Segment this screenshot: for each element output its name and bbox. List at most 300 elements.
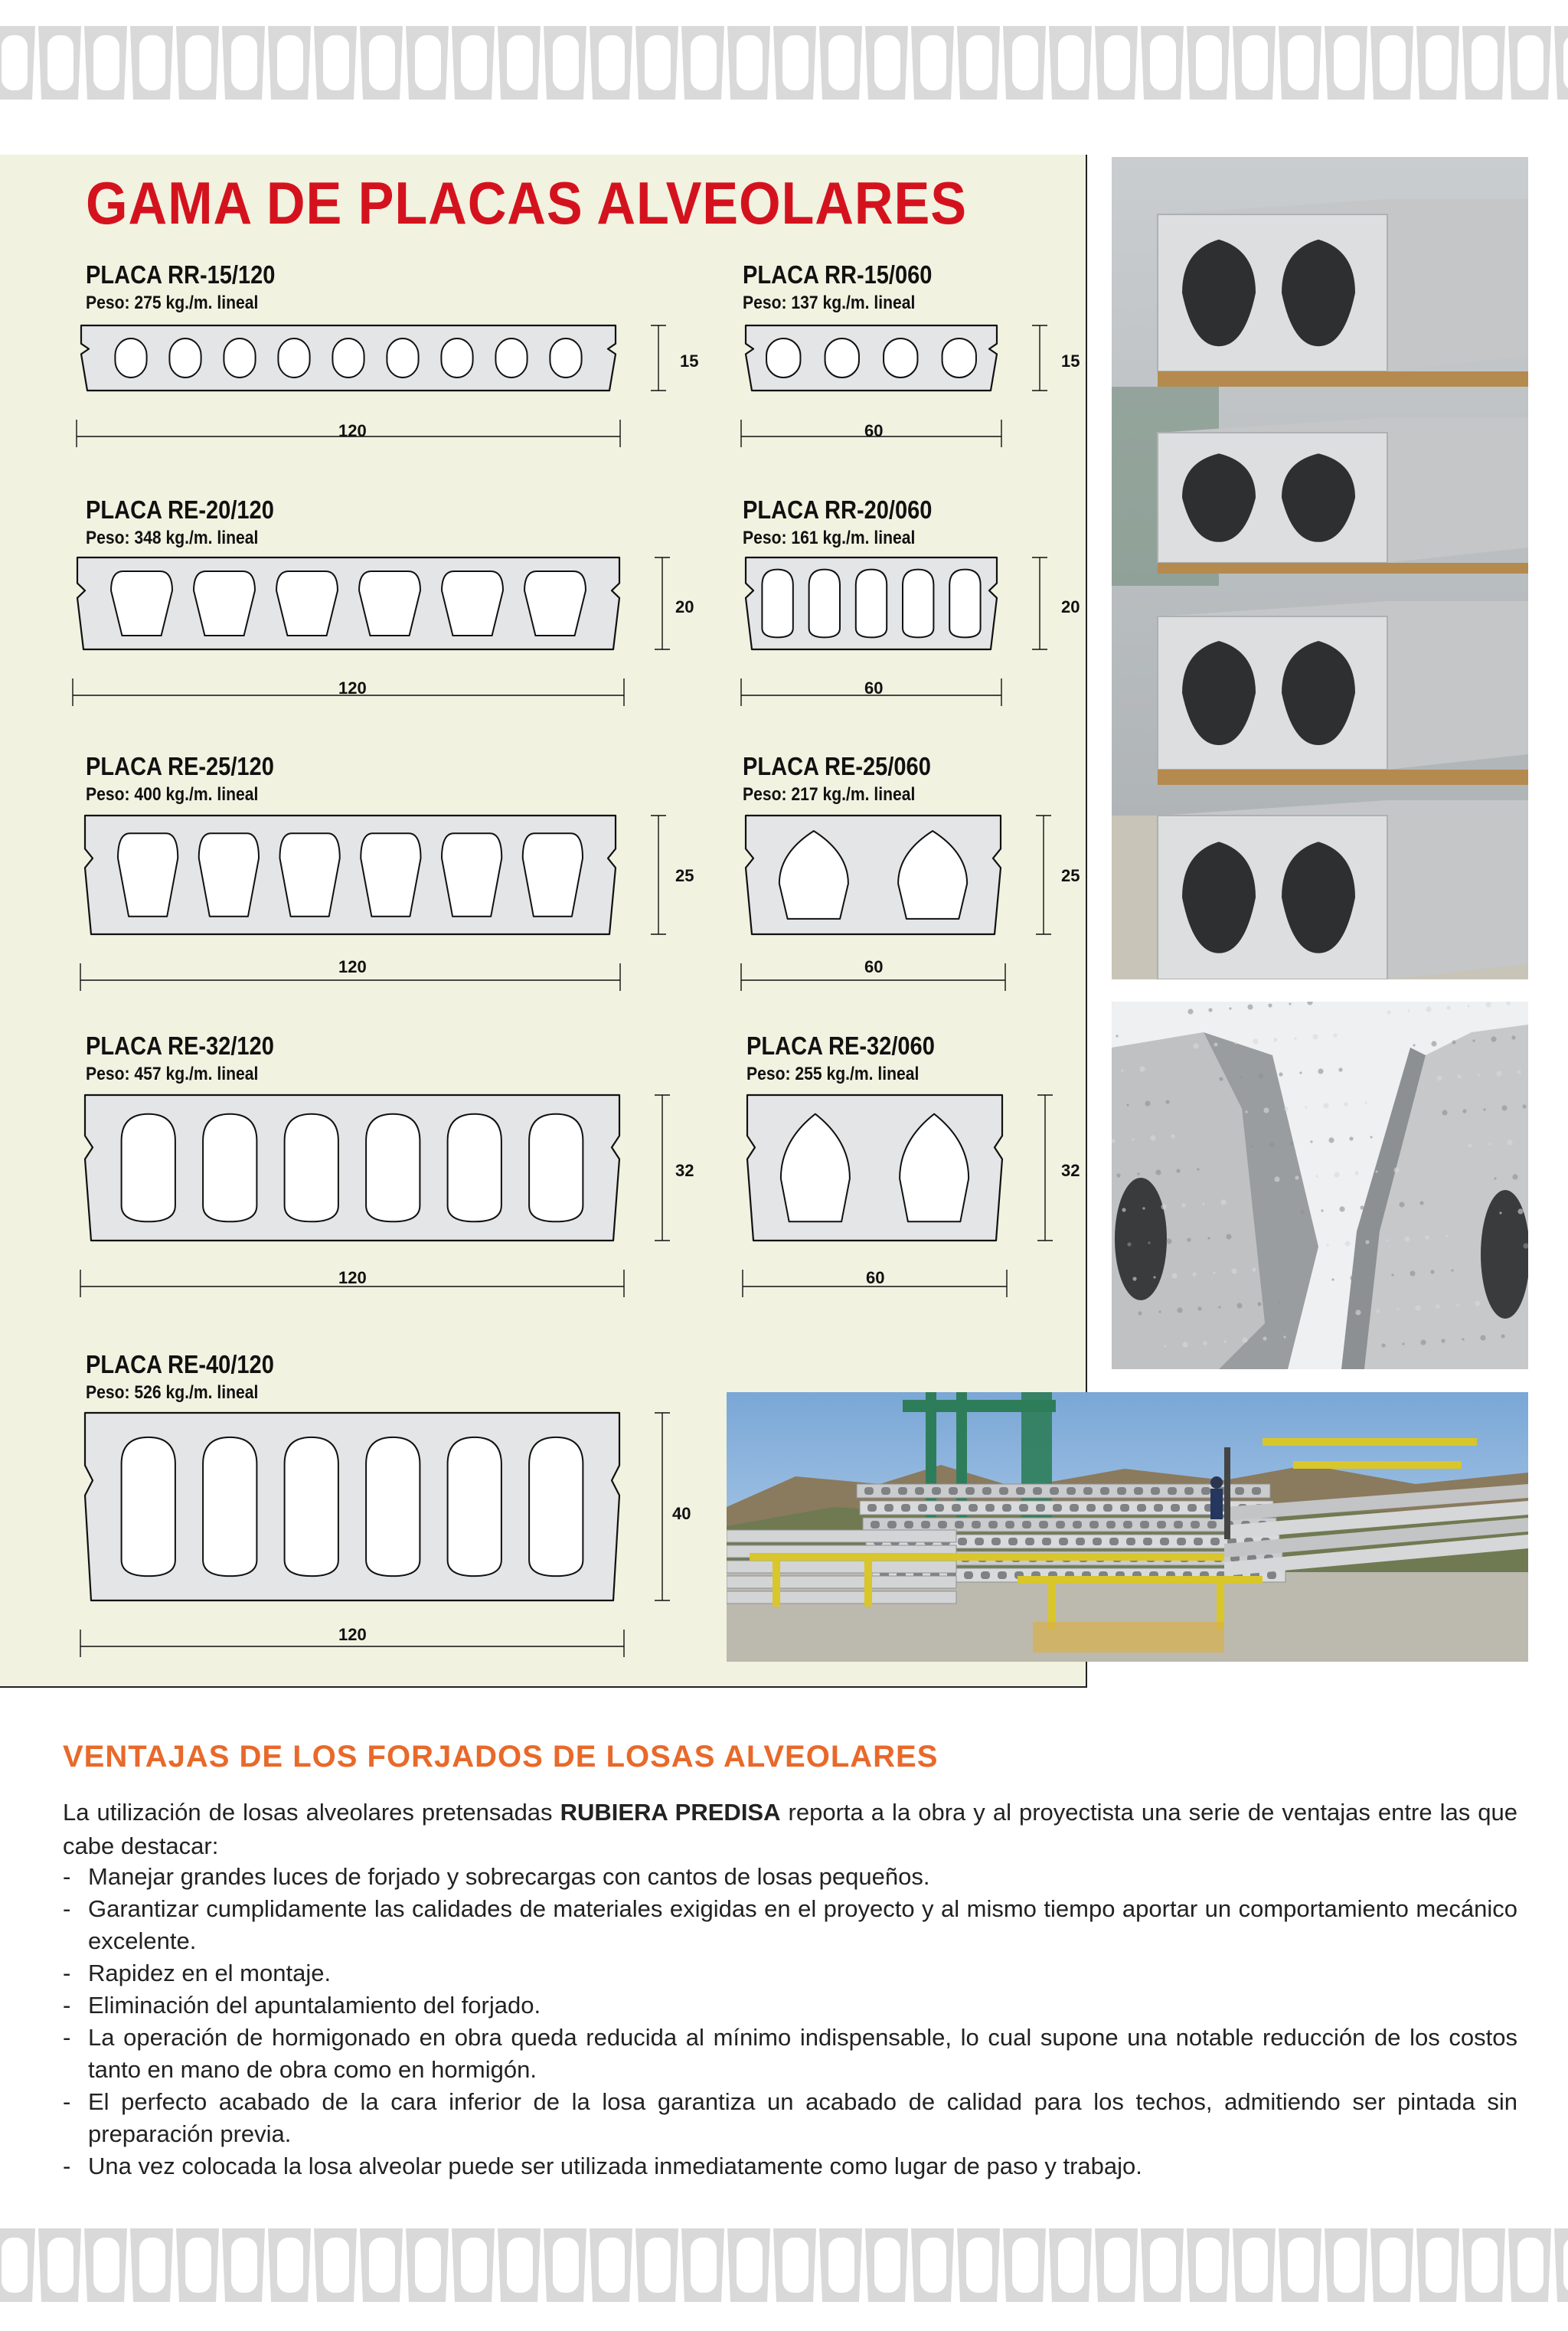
slab-end-core — [1157, 1521, 1166, 1528]
band-hollow-core — [553, 2238, 579, 2293]
concrete-texture-dot — [1315, 1175, 1318, 1177]
concrete-texture-dot — [1386, 1239, 1388, 1241]
height-dimension-label: 15 — [1061, 351, 1080, 371]
concrete-texture-dot — [1223, 1340, 1226, 1342]
band-hollow-core — [1288, 35, 1314, 90]
band-hollow-core — [323, 35, 349, 90]
concrete-texture-dot — [1436, 1304, 1439, 1308]
width-dimension-label: 120 — [338, 421, 367, 440]
concrete-texture-dot — [1364, 1101, 1367, 1103]
concrete-texture-dot — [1360, 1205, 1364, 1209]
concrete-texture-dot — [1127, 1242, 1131, 1246]
concrete-texture-dot — [1494, 1177, 1496, 1179]
band-hollow-core — [691, 35, 717, 90]
concrete-texture-dot — [1375, 1170, 1377, 1172]
height-dimension-label: 40 — [672, 1504, 691, 1523]
width-dimension-label: 120 — [338, 1625, 367, 1644]
band-hollow-core — [782, 2238, 808, 2293]
width-dimension-label: 60 — [864, 421, 884, 440]
concrete-texture-dot — [1220, 1199, 1226, 1205]
plate-weight: Peso: 348 kg./m. lineal — [86, 528, 259, 548]
slab-end-core — [871, 1521, 880, 1528]
band-hollow-core — [2, 2238, 28, 2293]
band-hollow-core — [139, 2238, 165, 2293]
height-dimension-label: 20 — [1061, 597, 1080, 616]
band-hollow-core — [737, 35, 763, 90]
concrete-texture-dot — [1116, 1173, 1120, 1177]
plate-name: PLACA RR-20/060 — [743, 495, 933, 524]
slab-end-core — [964, 1571, 973, 1579]
concrete-texture-dot — [1344, 1241, 1350, 1246]
band-hollow-core — [1517, 35, 1544, 90]
concrete-texture-dot — [1161, 1204, 1166, 1209]
slab-end-core — [958, 1538, 967, 1545]
slab-end-core — [991, 1538, 1001, 1545]
band-hollow-core — [1563, 2238, 1568, 2293]
band-hollow-core — [277, 35, 303, 90]
slab-end-core — [955, 1521, 964, 1528]
concrete-texture-dot — [1245, 1110, 1247, 1113]
concrete-texture-dot — [1425, 1235, 1429, 1239]
slab-end-core — [1201, 1487, 1210, 1495]
band-hollow-core — [1380, 2238, 1406, 2293]
concrete-texture-dot — [1300, 1210, 1304, 1214]
height-dimension-label: 25 — [1061, 866, 1080, 885]
slab-end-core — [1089, 1521, 1099, 1528]
band-hollow-core — [415, 35, 441, 90]
concrete-texture-dot — [1391, 1273, 1393, 1276]
concrete-texture-dot — [1253, 1038, 1258, 1044]
concrete-texture-dot — [1182, 1342, 1187, 1347]
concrete-texture-dot — [1312, 1034, 1318, 1039]
slab-end-core — [881, 1487, 890, 1495]
slab-end-core — [1067, 1487, 1076, 1495]
concrete-texture-dot — [1419, 1201, 1423, 1205]
slab-end-core — [1191, 1521, 1200, 1528]
concrete-texture-dot — [1289, 1002, 1291, 1005]
slab-end-core — [981, 1571, 990, 1579]
band-hollow-core — [645, 35, 671, 90]
plate-weight: Peso: 400 kg./m. lineal — [86, 784, 259, 805]
slab-end-core — [1168, 1487, 1177, 1495]
advantages-intro — [63, 1796, 1517, 1863]
concrete-texture-dot — [1472, 1039, 1475, 1041]
list-item: - Una vez colocada la losa alveolar puede ser utilizada inmediatamente como lugar de paso y trabajo. — [63, 2153, 1142, 2179]
plate-weight: Peso: 275 kg./m. lineal — [86, 293, 259, 313]
slab-yard-photo — [727, 1392, 1528, 1662]
plate-name: PLACA RE-40/120 — [86, 1350, 274, 1378]
concrete-texture-dot — [1229, 1007, 1231, 1009]
plate-name: PLACA RE-25/120 — [86, 752, 274, 780]
concrete-texture-dot — [1344, 1102, 1348, 1106]
brand-name: RUBIERA PREDISA — [560, 1799, 781, 1826]
slab-end-core — [1126, 1538, 1135, 1545]
slab-end-core — [1005, 1521, 1014, 1528]
slab-end-core — [1073, 1521, 1082, 1528]
concrete-texture-dot — [1468, 1143, 1472, 1147]
band-hollow-core — [93, 35, 119, 90]
concrete-texture-dot — [1263, 1336, 1266, 1340]
slab-end-core — [884, 1504, 893, 1512]
band-hollow-core — [1334, 35, 1360, 90]
band-hollow-core — [1104, 35, 1130, 90]
slab-end-core — [1109, 1538, 1119, 1545]
band-hollow-core — [1196, 35, 1222, 90]
stacked-slabs-photo — [1112, 157, 1528, 979]
wooden-spacer — [1158, 371, 1528, 387]
concrete-texture-dot — [1410, 1270, 1415, 1276]
concrete-texture-dot — [1181, 1203, 1185, 1207]
concrete-texture-dot — [1404, 1236, 1410, 1241]
concrete-texture-dot — [1214, 1042, 1217, 1046]
concrete-texture-dot — [1399, 1201, 1404, 1207]
band-hollow-core — [369, 35, 395, 90]
stacked-slab-row — [727, 1576, 956, 1588]
concrete-texture-dot — [1333, 1033, 1337, 1037]
slab-end-core — [969, 1504, 978, 1512]
slab-end-core — [1093, 1538, 1102, 1545]
concrete-texture-dot — [1234, 1041, 1236, 1044]
list-item-text: Eliminación del apuntalamiento del forjado. — [88, 1992, 541, 2019]
plate-name: PLACA RE-32/060 — [746, 1031, 935, 1060]
concrete-texture-dot — [1294, 1037, 1296, 1039]
slab-end-core — [1039, 1521, 1048, 1528]
plate-weight: Peso: 161 kg./m. lineal — [743, 528, 916, 548]
slab-end-core — [952, 1504, 961, 1512]
band-hollow-core — [966, 2238, 992, 2293]
width-dimension-label: 120 — [338, 678, 367, 698]
concrete-texture-dot — [1501, 1105, 1507, 1110]
list-item: - Manejar grandes luces de forjado y sobrecargas con cantos de losas pequeños. — [63, 1863, 930, 1890]
concrete-texture-dot — [1413, 1044, 1415, 1046]
concrete-texture-dot — [1488, 1143, 1491, 1145]
height-dimension-label: 15 — [680, 351, 699, 371]
concrete-texture-dot — [1193, 1043, 1198, 1048]
slab-end-core — [1076, 1538, 1085, 1545]
concrete-texture-dot — [1334, 1172, 1339, 1177]
slab-end-core — [1235, 1487, 1244, 1495]
concrete-texture-dot — [1402, 1342, 1404, 1345]
width-dimension-label: 120 — [338, 1268, 367, 1287]
concrete-texture-dot — [1420, 1339, 1426, 1345]
concrete-texture-dot — [1252, 1267, 1256, 1271]
concrete-texture-dot — [1305, 1106, 1307, 1108]
slab-end-core — [1171, 1504, 1180, 1512]
band-hollow-core — [920, 35, 946, 90]
plate-weight: Peso: 526 kg./m. lineal — [86, 1382, 259, 1403]
concrete-texture-dot — [1517, 1208, 1523, 1214]
band-hollow-core — [1472, 35, 1498, 90]
slab-end-core — [975, 1538, 984, 1545]
concrete-texture-dot — [1138, 1311, 1142, 1315]
slab-end-core — [1036, 1504, 1045, 1512]
concrete-texture-dot — [1415, 1305, 1420, 1310]
concrete-texture-dot — [1485, 1002, 1491, 1007]
concrete-texture-dot — [1207, 1237, 1210, 1239]
concrete-texture-dot — [1177, 1307, 1182, 1313]
concrete-texture-dot — [1512, 1174, 1517, 1179]
plate-weight: Peso: 217 kg./m. lineal — [743, 784, 916, 805]
concrete-texture-dot — [1499, 1211, 1501, 1214]
concrete-texture-dot — [1501, 1334, 1504, 1338]
band-hollow-core — [415, 2238, 441, 2293]
decorative-slab-band-bottom — [0, 2212, 1568, 2319]
concrete-texture-dot — [1145, 1100, 1150, 1106]
concrete-texture-dot — [1321, 1209, 1323, 1211]
concrete-texture-dot — [1202, 1202, 1204, 1205]
slab-end-core — [1025, 1538, 1034, 1545]
concrete-texture-dot — [1491, 1036, 1496, 1041]
slab-end-core — [1106, 1521, 1116, 1528]
slab-end-core — [1137, 1504, 1146, 1512]
band-hollow-core — [1288, 2238, 1314, 2293]
slab-end-core — [918, 1504, 927, 1512]
band-hollow-core — [1563, 35, 1568, 90]
concrete-texture-dot — [1213, 1271, 1215, 1273]
band-hollow-core — [507, 35, 533, 90]
slab-end-core — [1267, 1571, 1276, 1579]
concrete-texture-dot — [1339, 1206, 1344, 1211]
slab-end-core — [921, 1521, 930, 1528]
concrete-texture-dot — [1522, 1104, 1526, 1108]
concrete-texture-dot — [1496, 1071, 1501, 1076]
concrete-texture-dot — [1478, 1074, 1480, 1076]
concrete-texture-dot — [1456, 1303, 1459, 1306]
slab-end-core — [982, 1487, 991, 1495]
slab-end-core — [915, 1487, 924, 1495]
slab-end-core — [1184, 1487, 1194, 1495]
concrete-texture-dot — [1278, 1301, 1280, 1303]
band-hollow-core — [645, 2238, 671, 2293]
width-dimension-label: 120 — [338, 957, 367, 976]
band-hollow-core — [828, 2238, 854, 2293]
stacked-slab-row — [727, 1530, 956, 1542]
slab-end-core — [1143, 1538, 1152, 1545]
concrete-texture-dot — [1284, 1107, 1288, 1110]
concrete-texture-dot — [1274, 1176, 1279, 1182]
concrete-texture-dot — [1126, 1103, 1129, 1106]
slab-end-core — [1154, 1504, 1163, 1512]
concrete-texture-dot — [1381, 1343, 1385, 1347]
concrete-texture-dot — [1295, 1175, 1298, 1179]
band-hollow-core — [1058, 35, 1084, 90]
concrete-texture-dot — [1283, 1336, 1285, 1338]
slab-end-core — [1103, 1504, 1112, 1512]
slab-end-core — [1016, 1487, 1025, 1495]
concrete-texture-dot — [1148, 1241, 1150, 1244]
slab-end-core — [1056, 1521, 1065, 1528]
concrete-texture-dot — [1365, 1240, 1369, 1244]
concrete-texture-dot — [1407, 1009, 1410, 1012]
concrete-texture-dot — [1273, 1038, 1277, 1041]
concrete-texture-dot — [1153, 1276, 1155, 1278]
concrete-texture-dot — [1393, 1167, 1399, 1172]
concrete-texture-dot — [1171, 1134, 1174, 1138]
slab-end-core — [1177, 1538, 1186, 1545]
band-hollow-core — [47, 2238, 74, 2293]
stacked-slab-row — [727, 1561, 956, 1573]
concrete-texture-dot — [1467, 1005, 1469, 1007]
concrete-texture-dot — [1137, 1172, 1139, 1175]
concrete-texture-dot — [1507, 1139, 1512, 1145]
band-hollow-core — [1058, 2238, 1084, 2293]
plate-name: PLACA RR-15/120 — [86, 260, 276, 289]
concrete-texture-dot — [1289, 1141, 1293, 1145]
concrete-texture-dot — [1279, 1072, 1282, 1076]
concrete-texture-dot — [1197, 1168, 1199, 1170]
concrete-texture-dot — [1236, 1303, 1242, 1308]
concrete-texture-dot — [1446, 1005, 1450, 1009]
list-item-text: Rapidez en el montaje. — [88, 1960, 332, 1986]
band-hollow-core — [599, 35, 625, 90]
slab-end-core — [867, 1504, 877, 1512]
slab-end-core — [887, 1521, 897, 1528]
concrete-texture-dot — [1218, 1306, 1220, 1308]
band-hollow-core — [553, 35, 579, 90]
concrete-texture-dot — [1328, 1137, 1334, 1143]
height-dimension-label: 32 — [1061, 1161, 1080, 1180]
slab-end-core — [938, 1521, 947, 1528]
concrete-texture-dot — [1376, 1309, 1380, 1313]
band-hollow-core — [1426, 2238, 1452, 2293]
band-hollow-core — [1196, 2238, 1222, 2293]
concrete-texture-dot — [1257, 1302, 1261, 1306]
wooden-spacer — [1158, 563, 1528, 574]
concrete-texture-dot — [1158, 1310, 1161, 1313]
concrete-texture-dot — [1226, 1234, 1231, 1239]
slab-end-core — [988, 1521, 998, 1528]
concrete-texture-dot — [1431, 1041, 1436, 1046]
band-hollow-core — [782, 35, 808, 90]
concrete-texture-dot — [1142, 1207, 1145, 1209]
concrete-texture-dot — [1192, 1272, 1196, 1276]
concrete-texture-dot — [1354, 1171, 1358, 1175]
slab-end-core — [901, 1504, 910, 1512]
concrete-texture-dot — [1462, 1109, 1466, 1113]
wooden-spacer — [1158, 770, 1528, 785]
band-hollow-core — [1380, 35, 1406, 90]
band-hollow-core — [1472, 2238, 1498, 2293]
advantages-list — [63, 1861, 1517, 2182]
slab-end-core — [904, 1521, 913, 1528]
band-hollow-core — [231, 2238, 257, 2293]
concrete-texture-dot — [1475, 1300, 1480, 1306]
slab-end-core — [1187, 1504, 1197, 1512]
concrete-texture-dot — [1250, 1145, 1253, 1147]
band-hollow-core — [1150, 35, 1176, 90]
concrete-texture-dot — [1323, 1103, 1328, 1108]
slab-end-core — [1123, 1521, 1132, 1528]
plate-weight: Peso: 457 kg./m. lineal — [86, 1064, 259, 1084]
page-title: GAMA DE PLACAS ALVEOLARES — [86, 169, 967, 237]
list-item: - Garantizar cumplidamente las calidades de materiales exigidas en el proyecto y al mismo tiempo aportar un comportamiento mecánico excelente. — [63, 1895, 1517, 1954]
band-hollow-core — [461, 35, 487, 90]
concrete-texture-dot — [1380, 1205, 1383, 1207]
concrete-texture-dot — [1387, 1010, 1390, 1014]
band-hollow-core — [93, 2238, 119, 2293]
width-dimension-label: 60 — [866, 1268, 885, 1287]
width-dimension-label: 60 — [864, 678, 884, 698]
slab-end-core — [965, 1487, 975, 1495]
concrete-texture-dot — [1155, 1169, 1161, 1175]
slab-end-core — [898, 1487, 907, 1495]
band-hollow-core — [691, 2238, 717, 2293]
concrete-texture-dot — [1247, 1004, 1253, 1009]
slab-end-core — [1070, 1504, 1079, 1512]
band-hollow-core — [1012, 35, 1038, 90]
band-hollow-core — [874, 2238, 900, 2293]
concrete-texture-dot — [1299, 1071, 1302, 1074]
width-dimension-label: 60 — [864, 957, 884, 976]
band-hollow-core — [185, 35, 211, 90]
slab-end-core — [1117, 1487, 1126, 1495]
list-item: - Eliminación del apuntalamiento del forjado. — [63, 1992, 541, 2019]
concrete-texture-dot — [1388, 1133, 1393, 1138]
concrete-texture-dot — [1511, 1035, 1515, 1039]
slab-end-core — [1194, 1538, 1203, 1545]
slab-end-core — [972, 1521, 981, 1528]
slab-end-core — [985, 1504, 995, 1512]
band-hollow-core — [737, 2238, 763, 2293]
band-hollow-core — [1242, 2238, 1268, 2293]
decorative-slab-band-top — [0, 9, 1568, 116]
slab-end-core — [864, 1487, 874, 1495]
slab-end-core — [999, 1487, 1008, 1495]
concrete-texture-dot — [1187, 1009, 1193, 1014]
concrete-texture-dot — [1451, 1269, 1453, 1271]
slab-end-core — [1100, 1487, 1109, 1495]
concrete-texture-dot — [1171, 1273, 1177, 1278]
concrete-texture-dot — [1396, 1308, 1399, 1310]
height-dimension-label: 32 — [675, 1161, 694, 1180]
concrete-texture-dot — [1480, 1335, 1485, 1340]
band-hollow-core — [507, 2238, 533, 2293]
slab-end-core — [1083, 1487, 1093, 1495]
slab-end-core — [932, 1487, 941, 1495]
list-item-text: El perfecto acabado de la cara inferior de la losa garantiza un acabado de calidad para los techos, admitiendo ser pintada sin preparación previa. — [88, 2088, 1517, 2147]
slab-end-core — [1022, 1521, 1031, 1528]
list-item-text: Una vez colocada la losa alveolar puede ser utilizada inmediatamente como lugar de paso y trabajo. — [88, 2153, 1142, 2179]
plate-name: PLACA RE-32/120 — [86, 1031, 274, 1060]
slab-end-core — [1151, 1487, 1160, 1495]
concrete-texture-dot — [1268, 1003, 1272, 1007]
concrete-texture-dot — [1349, 1136, 1353, 1140]
slab-end-core — [1207, 1521, 1217, 1528]
concrete-texture-dot — [1231, 1268, 1236, 1273]
slab-end-core — [1174, 1521, 1183, 1528]
concrete-texture-dot — [1139, 1066, 1145, 1071]
slab-end-core — [1120, 1504, 1129, 1512]
band-hollow-core — [874, 35, 900, 90]
height-dimension-label: 20 — [675, 597, 694, 616]
concrete-texture-dot — [1208, 1008, 1212, 1012]
intro-text-start: La utilización de losas alveolares pretensadas — [63, 1799, 560, 1826]
band-hollow-core — [1426, 35, 1452, 90]
band-hollow-core — [461, 2238, 487, 2293]
concrete-texture-dot — [1116, 1035, 1118, 1037]
slab-band-pattern — [0, 9, 1568, 116]
slab-end-core — [1134, 1487, 1143, 1495]
slab-end-core — [935, 1504, 944, 1512]
band-hollow-core — [599, 2238, 625, 2293]
stacked-slab-row — [727, 1591, 956, 1604]
concrete-texture-dot — [1121, 1069, 1123, 1071]
slab-end-core — [1033, 1487, 1042, 1495]
band-hollow-core — [139, 35, 165, 90]
concrete-texture-dot — [1350, 1275, 1355, 1280]
band-hollow-core — [2, 35, 28, 90]
band-hollow-core — [1334, 2238, 1360, 2293]
